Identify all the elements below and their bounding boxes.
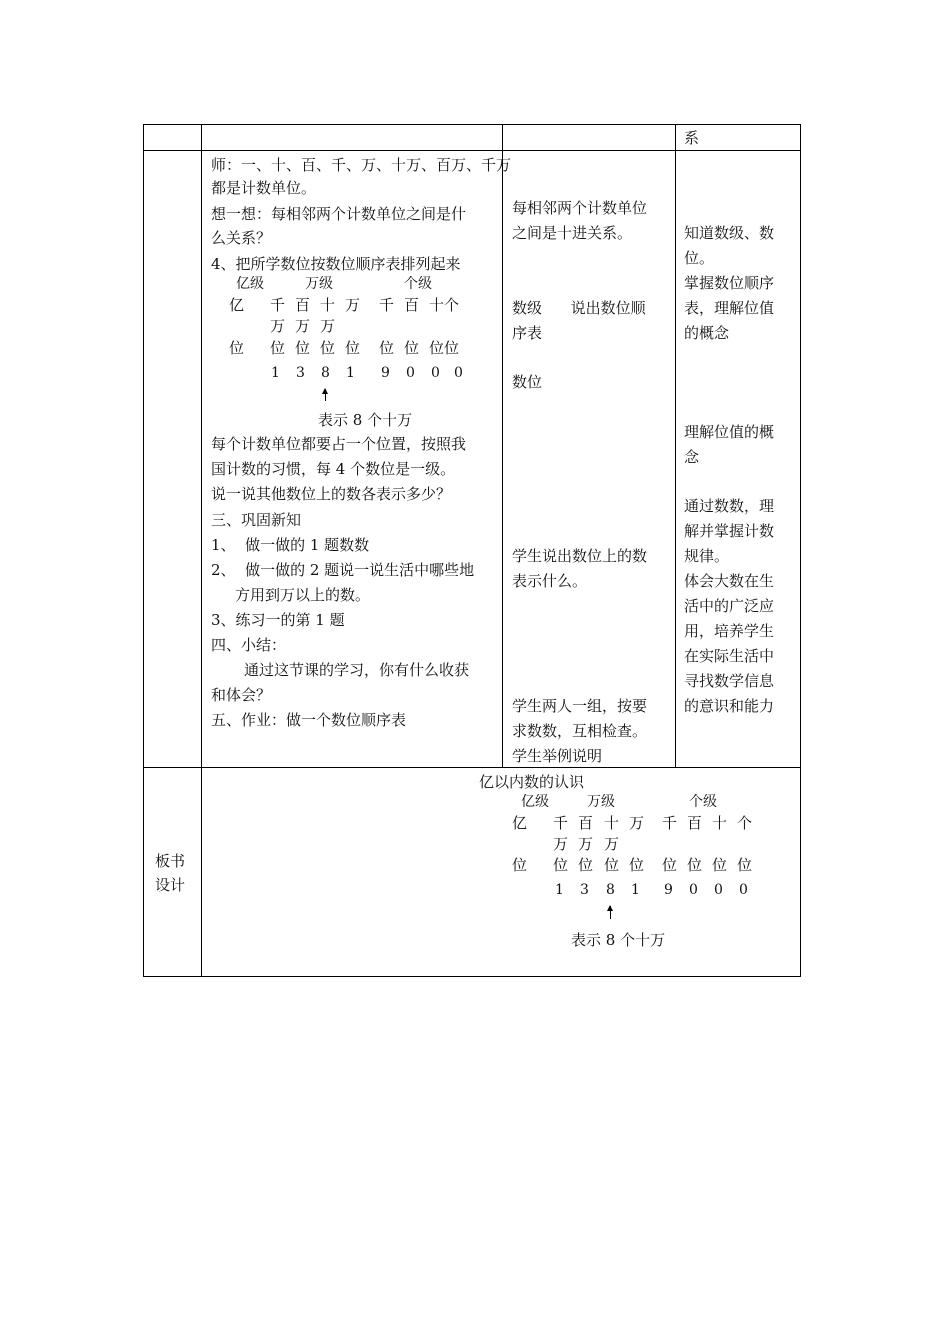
digit: 0 bbox=[714, 882, 723, 898]
digit: 1 bbox=[555, 882, 564, 898]
table-col-divider bbox=[502, 124, 503, 768]
position-label: 位 bbox=[295, 339, 311, 357]
process-line: 4、把所学数位按数位顺序表排列起来 bbox=[211, 255, 461, 273]
level-label: 个级 bbox=[404, 276, 432, 292]
unit-label: 十 bbox=[604, 814, 620, 832]
level-label: 万级 bbox=[305, 276, 333, 292]
position-label: 位 bbox=[687, 856, 703, 874]
intent-line: 念 bbox=[684, 448, 700, 466]
process-line: 3、练习一的第 1 题 bbox=[211, 611, 345, 629]
digit: 1 bbox=[631, 882, 640, 898]
intent-line: 解并掌握计数 bbox=[684, 522, 775, 540]
level-label: 个级 bbox=[689, 794, 717, 810]
intent-line: 用，培养学生 bbox=[684, 622, 775, 640]
position-label: 位 bbox=[379, 339, 395, 357]
process-line: 方用到万以上的数。 bbox=[235, 586, 371, 604]
process-line: 师：一、十、百、千、万、十万、百万、千万 bbox=[211, 156, 512, 174]
process-line: 想一想：每相邻两个计数单位之间是什 bbox=[211, 205, 467, 223]
unit-label: 千 bbox=[662, 814, 678, 832]
table-col-divider bbox=[201, 124, 202, 977]
student-line: 学生说出数位上的数 bbox=[512, 547, 648, 565]
student-line: 学生举例说明 bbox=[512, 747, 603, 765]
intent-line: 的概念 bbox=[684, 324, 730, 342]
process-line: 通过这节课的学习，你有什么收获 bbox=[244, 661, 470, 679]
student-line: 每相邻两个计数单位 bbox=[512, 199, 648, 217]
intent-line: 通过数数，理 bbox=[684, 497, 775, 515]
student-line: 序表 bbox=[512, 324, 543, 342]
position-label: 位 bbox=[270, 339, 286, 357]
unit-label: 个 bbox=[737, 814, 753, 832]
arrow-up-icon bbox=[325, 389, 326, 401]
intent-line: 规律。 bbox=[684, 547, 730, 565]
student-line: 之间是十进关系。 bbox=[512, 224, 633, 242]
unit-label: 万 bbox=[295, 317, 311, 335]
position-label: 位位 bbox=[429, 339, 460, 357]
table-row-divider bbox=[143, 767, 801, 768]
section-heading: 四、小结： bbox=[211, 636, 287, 654]
intent-line: 掌握数位顺序 bbox=[684, 274, 775, 292]
position-label: 位 bbox=[553, 856, 569, 874]
board-title: 亿以内数的认识 bbox=[479, 773, 585, 791]
table-row-divider bbox=[143, 150, 801, 151]
process-line: 都是计数单位。 bbox=[211, 179, 317, 197]
board-annotation: 表示 8 个十万 bbox=[571, 931, 666, 949]
intent-line: 知道数级、数 bbox=[684, 224, 775, 242]
position-label: 位 bbox=[404, 339, 420, 357]
intent-line: 体会大数在生 bbox=[684, 572, 775, 590]
digit: 0 bbox=[406, 365, 415, 381]
unit-label: 亿 bbox=[512, 814, 528, 832]
unit-label: 亿 bbox=[229, 296, 245, 314]
position-label: 位 bbox=[320, 339, 336, 357]
table-col-divider bbox=[675, 124, 676, 768]
intent-line: 在实际生活中 bbox=[684, 647, 775, 665]
unit-label: 千 bbox=[553, 814, 569, 832]
process-line: 和体会？ bbox=[211, 686, 272, 704]
intent-line: 表，理解位值 bbox=[684, 299, 775, 317]
unit-label: 十个 bbox=[429, 296, 460, 314]
position-label: 位 bbox=[662, 856, 678, 874]
digit: 8 bbox=[606, 882, 615, 898]
table-border-left bbox=[143, 124, 144, 977]
unit-label: 十 bbox=[320, 296, 336, 314]
digit: 8 bbox=[321, 365, 330, 381]
student-line: 求数数，互相检查。 bbox=[512, 722, 648, 740]
board-label: 设计 bbox=[155, 876, 186, 894]
digit: 0 bbox=[454, 365, 463, 381]
student-line: 表示什么。 bbox=[512, 572, 588, 590]
process-line: 2、 做一做的 2 题说一说生活中哪些地 bbox=[211, 561, 475, 579]
unit-label: 万 bbox=[270, 317, 286, 335]
section-heading: 三、巩固新知 bbox=[211, 511, 302, 529]
unit-label: 万 bbox=[320, 317, 336, 335]
intent-line: 寻找数学信息 bbox=[684, 672, 775, 690]
student-line: 数级 说出数位顺 bbox=[512, 299, 646, 317]
arrow-up-icon bbox=[610, 906, 611, 919]
board-label: 板书 bbox=[155, 852, 186, 870]
level-label: 万级 bbox=[587, 794, 615, 810]
unit-label: 万 bbox=[604, 835, 620, 853]
section-heading: 五、作业：做一个数位顺序表 bbox=[211, 711, 407, 729]
level-label: 亿级 bbox=[521, 794, 549, 810]
level-label: 亿级 bbox=[236, 276, 264, 292]
unit-label: 万 bbox=[578, 835, 594, 853]
position-label: 位 bbox=[578, 856, 594, 874]
unit-label: 千 bbox=[379, 296, 395, 314]
unit-label: 万 bbox=[553, 835, 569, 853]
digit: 1 bbox=[271, 365, 280, 381]
position-label: 位 bbox=[629, 856, 645, 874]
position-label: 位 bbox=[712, 856, 728, 874]
unit-label: 十 bbox=[712, 814, 728, 832]
position-label: 位 bbox=[229, 339, 245, 357]
unit-label: 百 bbox=[295, 296, 311, 314]
intent-line: 位。 bbox=[684, 249, 715, 267]
unit-label: 万 bbox=[629, 814, 645, 832]
intent-line: 的意识和能力 bbox=[684, 697, 775, 715]
table-border-right bbox=[800, 124, 801, 977]
intent-line: 理解位值的概 bbox=[684, 423, 775, 441]
digit: 3 bbox=[296, 365, 305, 381]
position-label: 位 bbox=[512, 856, 528, 874]
digit: 9 bbox=[381, 365, 390, 381]
chart-annotation: 表示 8 个十万 bbox=[318, 411, 413, 429]
unit-label: 百 bbox=[578, 814, 594, 832]
table-border-top bbox=[143, 124, 801, 125]
position-label: 位 bbox=[737, 856, 753, 874]
student-line: 学生两人一组，按要 bbox=[512, 697, 648, 715]
unit-label: 百 bbox=[404, 296, 420, 314]
process-line: 每个计数单位都要占一个位置，按照我 bbox=[211, 435, 467, 453]
row0-intent-text: 系 bbox=[684, 129, 700, 147]
digit: 0 bbox=[739, 882, 748, 898]
process-line: 么关系？ bbox=[211, 229, 272, 247]
unit-label: 百 bbox=[687, 814, 703, 832]
intent-line: 活中的广泛应 bbox=[684, 597, 775, 615]
position-label: 位 bbox=[345, 339, 361, 357]
table-border-bottom bbox=[143, 976, 801, 977]
student-line: 数位 bbox=[512, 373, 543, 391]
unit-label: 万 bbox=[345, 296, 361, 314]
process-line: 国计数的习惯，每 4 个数位是一级。 bbox=[211, 460, 456, 478]
digit: 0 bbox=[689, 882, 698, 898]
process-line: 1、 做一做的 1 题数数 bbox=[211, 536, 370, 554]
unit-label: 千 bbox=[270, 296, 286, 314]
digit: 1 bbox=[346, 365, 355, 381]
digit: 3 bbox=[580, 882, 589, 898]
process-line: 说一说其他数位上的数各表示多少？ bbox=[211, 485, 452, 503]
digit: 9 bbox=[664, 882, 673, 898]
position-label: 位 bbox=[604, 856, 620, 874]
digit: 0 bbox=[431, 365, 440, 381]
